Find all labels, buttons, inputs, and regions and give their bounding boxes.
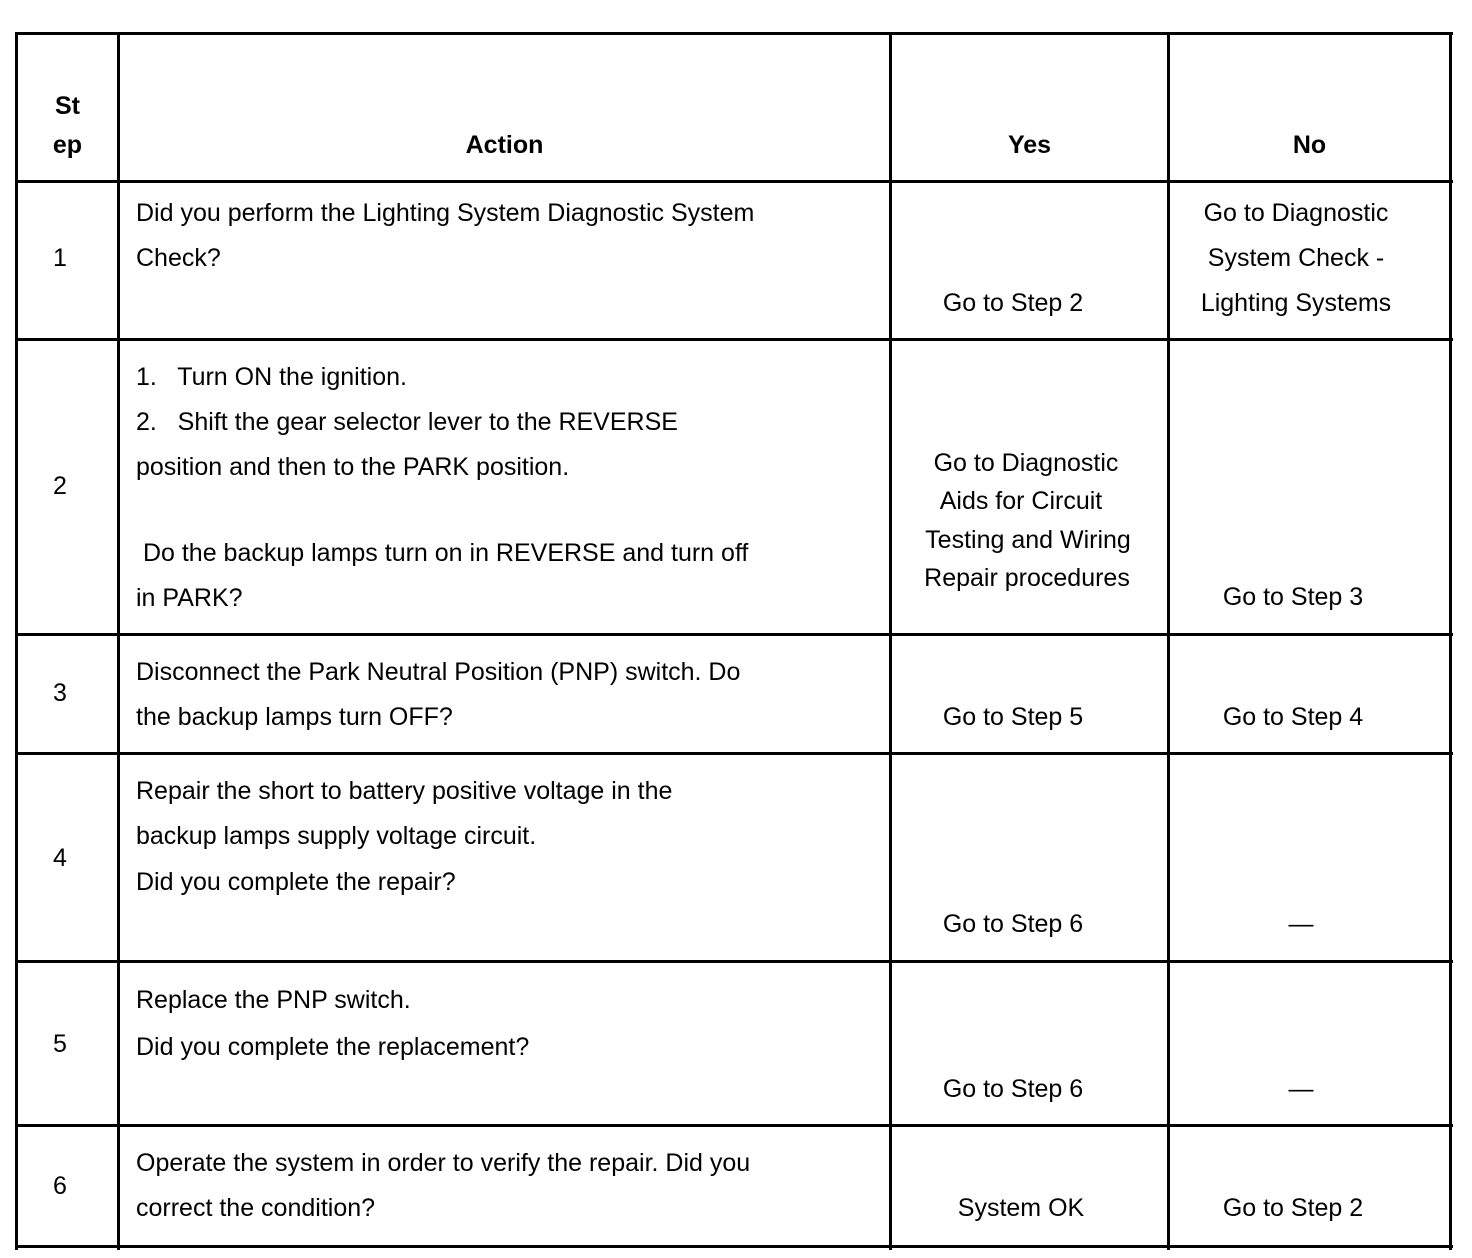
table-rule: [15, 1124, 1453, 1127]
action-text: in PARK?: [136, 584, 243, 612]
table-rule: [15, 32, 18, 1250]
no-result: Lighting Systems: [1200, 289, 1392, 317]
no-result: —: [1288, 1075, 1314, 1103]
header-action: Action: [465, 131, 544, 159]
step-number: 2: [53, 472, 67, 500]
step-number: 4: [53, 844, 67, 872]
action-text: Replace the PNP switch.: [136, 986, 411, 1014]
table-rule: [15, 960, 1453, 963]
action-text: correct the condition?: [136, 1194, 376, 1222]
action-text: 1. Turn ON the ignition.: [136, 363, 407, 391]
action-text: Did you perform the Lighting System Diagnostic System: [136, 199, 755, 227]
table-rule: [15, 633, 1453, 636]
yes-result: Go to Step 2: [942, 289, 1084, 317]
action-text: 2. Shift the gear selector lever to the REVERSE: [136, 408, 678, 436]
no-result: —: [1288, 910, 1314, 938]
table-rule: [15, 752, 1453, 755]
no-result: Go to Step 4: [1222, 703, 1364, 731]
yes-result: Repair procedures: [924, 564, 1130, 592]
table-rule: [15, 32, 1453, 35]
table-rule: [15, 180, 1453, 183]
step-number: 3: [53, 679, 67, 707]
yes-result: Go to Step 5: [942, 703, 1084, 731]
yes-result: Go to Step 6: [942, 1075, 1084, 1103]
action-text: Do the backup lamps turn on in REVERSE and turn off: [136, 539, 749, 567]
step-number: 1: [53, 244, 67, 272]
no-result: Go to Step 3: [1222, 583, 1364, 611]
table-rule: [15, 1245, 1453, 1248]
action-text: Operate the system in order to verify the repair. Did you: [136, 1149, 751, 1177]
yes-result: System OK: [957, 1194, 1085, 1222]
header-step: ep: [52, 131, 83, 159]
yes-result: Testing and Wiring: [925, 526, 1131, 554]
action-text: backup lamps supply voltage circuit.: [136, 822, 537, 850]
action-text: Did you complete the replacement?: [136, 1033, 530, 1061]
table-rule: [1449, 32, 1452, 1250]
no-result: Go to Step 2: [1222, 1194, 1364, 1222]
yes-result: Aids for Circuit: [939, 487, 1103, 515]
header-yes: Yes: [1007, 131, 1052, 159]
yes-result: Go to Step 6: [942, 910, 1084, 938]
action-text: Did you complete the repair?: [136, 868, 456, 896]
header-step: St: [55, 92, 80, 120]
action-text: Repair the short to battery positive voltage in the: [136, 777, 673, 805]
no-result: System Check -: [1207, 244, 1385, 272]
action-text: position and then to the PARK position.: [136, 453, 570, 481]
yes-result: Go to Diagnostic: [933, 449, 1119, 477]
step-number: 5: [53, 1030, 67, 1058]
action-text: the backup lamps turn OFF?: [136, 703, 453, 731]
header-no: No: [1292, 131, 1327, 159]
step-number: 6: [53, 1172, 67, 1200]
action-text: Check?: [136, 244, 221, 272]
table-rule: [117, 32, 120, 1250]
table-rule: [15, 338, 1453, 341]
no-result: Go to Diagnostic: [1203, 199, 1389, 227]
action-text: Disconnect the Park Neutral Position (PNP) switch. Do: [136, 658, 741, 686]
